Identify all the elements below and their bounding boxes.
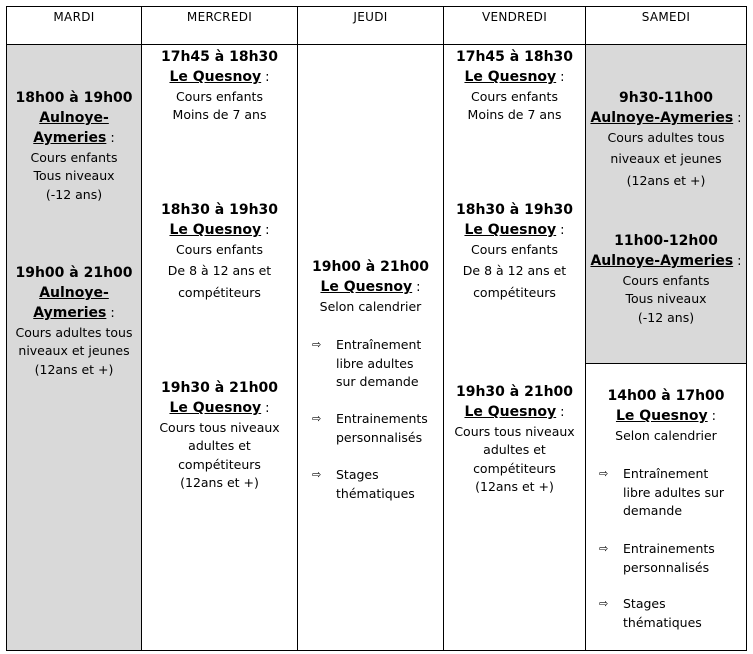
session-line: Selon calendrier (615, 427, 717, 443)
session-line: Cours tous niveaux (159, 419, 280, 435)
session-place: Le Quesnoy (464, 404, 557, 420)
session-place: Le Quesnoy (169, 69, 262, 85)
session-line: De 8 à 12 ans et (462, 263, 567, 278)
samedi-session-2: 11h00-12h00 Aulnoye-Aymeries : Cours enfants Tous niveaux (-12 ans) (586, 231, 746, 327)
session-line: Tous niveaux (625, 291, 707, 306)
arrow-bullet-icon: ⇨ (599, 597, 609, 610)
session-line: Cours enfants (471, 88, 558, 104)
session-line: compétiteurs (178, 456, 261, 472)
session-time: 19h00 à 21h00 (311, 259, 430, 275)
vendredi-session-3: 19h30 à 21h00 Le Quesnoy : Cours tous niveaux adultes et compétiteurs (12ans et +) (444, 382, 585, 497)
session-time: 14h00 à 17h00 (607, 388, 725, 404)
session-line: compétiteurs (178, 284, 261, 300)
arrow-bullet-icon: ⇨ (599, 542, 609, 555)
session-time: 19h30 à 21h00 (160, 380, 279, 396)
session-line: compétiteurs (473, 284, 556, 300)
session-time: 19h00 à 21h00 (15, 265, 133, 281)
session-line: Moins de 7 ans (172, 107, 267, 122)
header-jeudi: JEUDI (353, 10, 388, 24)
header-bottom-border (6, 44, 747, 45)
mercredi-session-2: 18h30 à 19h30 Le Quesnoy : Cours enfants De 8 à 12 ans et compétiteurs (142, 200, 297, 302)
session-line: De 8 à 12 ans et (167, 263, 272, 278)
session-line: Cours enfants (176, 241, 263, 257)
session-line: (12ans et +) (475, 479, 554, 494)
session-place: Aulnoye- (39, 285, 109, 301)
session-place: Aymeries (33, 130, 107, 146)
session-place: Aymeries (33, 305, 107, 321)
table-bottom-border (6, 650, 747, 651)
mercredi-session-1: 17h45 à 18h30 Le Quesnoy : Cours enfants Moins de 7 ans (142, 47, 297, 125)
jeudi-session-1: 19h00 à 21h00 Le Quesnoy : Selon calendrier (298, 257, 443, 316)
session-line: compétiteurs (473, 460, 556, 476)
arrow-bullet-icon: ⇨ (599, 467, 609, 480)
session-line: Tous niveaux (33, 168, 115, 183)
samedi-session-1: 9h30-11h00 Aulnoye-Aymeries : Cours adultes tous niveaux et jeunes (12ans et +) (586, 88, 746, 190)
session-time: 19h30 à 21h00 (455, 384, 574, 400)
session-line: Cours tous niveaux (454, 423, 575, 439)
session-line: (12ans et +) (180, 475, 259, 490)
samedi-session-3: 14h00 à 17h00 Le Quesnoy : Selon calendrier (586, 386, 746, 445)
samedi-divider (586, 363, 747, 364)
session-place: Aulnoye-Aymeries (590, 110, 734, 126)
schedule-table: MARDI MERCREDI JEUDI VENDREDI SAMEDI 18h00 à 19h00 Aulnoye- Aymeries : Cours enfants Tous niveaux (-12 ans) 19h00 à 21h00 Aulnoye- Aymeries : Cours adultes tous niveaux et jeunes (12ans et +) 17h45 à 18h30 Le Quesnoy : Cours enfants Moins de 7 ans 18h30 à 19h30 Le Quesnoy : Cours enfants De 8 à 12 ans et compétiteurs 19h30 à 21h00 Le Quesnoy : Cours tous niveaux adultes et compétiteurs (12ans et +) 19h00 à 21h00 Le Quesnoy : Selon calendrier ⇨ Entraînement libre adultes sur demande ⇨ Entrainements personnalisés ⇨ Stages thématiques 17h45 à 18h30 Le Quesnoy : Cours enfants Moins de 7 ans 18h30 à 19h30 Le Quesnoy : Cours enfants De 8 à 12 ans et compétiteurs 19h30 à 21h00 Le Quesnoy : Cours tous niveaux adultes et compétiteurs (12ans et +) 9h30-11h00 Aulnoye-Aymeries : Cours adultes tous niveaux et jeunes (12ans et +) 11h00-12h00 Aulnoye-Aymeries : Cours enfants Tous niveaux (-12 ans) 14h00 à 17h00 Le Quesnoy : Selon calendrier ⇨ Entraînement libre adultes sur demande ⇨ Entrainements personnalisés ⇨ Stages thématiques (0, 0, 753, 654)
mardi-session-1: 18h00 à 19h00 Aulnoye- Aymeries : Cours enfants Tous niveaux (-12 ans) (7, 88, 141, 204)
session-line: (-12 ans) (637, 309, 695, 325)
session-place: Le Quesnoy (464, 222, 557, 238)
header-samedi: SAMEDI (641, 10, 691, 24)
session-place: Aulnoye-Aymeries (590, 253, 734, 269)
session-place: Le Quesnoy (464, 69, 557, 85)
session-line: Moins de 7 ans (467, 107, 562, 122)
session-line: niveaux et jeunes (610, 151, 722, 166)
session-line: (12ans et +) (626, 172, 706, 188)
session-time: 17h45 à 18h30 (455, 49, 574, 65)
session-line: niveaux et jeunes (18, 343, 130, 358)
session-line: Cours enfants (176, 88, 263, 104)
session-line: adultes et (188, 438, 251, 453)
session-line: Selon calendrier (319, 298, 422, 314)
col-border-5 (746, 6, 747, 651)
session-time: 18h30 à 19h30 (160, 202, 279, 218)
session-line: Cours adultes tous (15, 324, 133, 340)
header-mercredi: MERCREDI (186, 10, 253, 24)
session-line: adultes et (483, 442, 546, 457)
header-mardi: MARDI (53, 10, 95, 24)
session-line: (-12 ans) (45, 186, 103, 202)
vendredi-session-2: 18h30 à 19h30 Le Quesnoy : Cours enfants De 8 à 12 ans et compétiteurs (444, 200, 585, 302)
session-place: Le Quesnoy (169, 400, 262, 416)
vendredi-session-1: 17h45 à 18h30 Le Quesnoy : Cours enfants Moins de 7 ans (444, 47, 585, 125)
session-line: Cours enfants (30, 149, 118, 165)
session-time: 17h45 à 18h30 (160, 49, 279, 65)
col-border-2 (297, 6, 298, 651)
session-line: (12ans et +) (34, 361, 114, 377)
session-line: Cours enfants (471, 241, 558, 257)
session-place: Le Quesnoy (320, 279, 413, 295)
table-top-border (6, 6, 747, 7)
arrow-bullet-icon: ⇨ (312, 338, 322, 351)
session-time: 11h00-12h00 (614, 233, 718, 249)
session-place: Le Quesnoy (169, 222, 262, 238)
session-time: 18h30 à 19h30 (455, 202, 574, 218)
arrow-bullet-icon: ⇨ (312, 468, 322, 481)
mardi-session-2: 19h00 à 21h00 Aulnoye- Aymeries : Cours adultes tous niveaux et jeunes (12ans et +) (7, 263, 141, 379)
session-line: Cours adultes tous (607, 129, 725, 145)
mercredi-session-3: 19h30 à 21h00 Le Quesnoy : Cours tous niveaux adultes et compétiteurs (12ans et +) (142, 378, 297, 493)
session-line: Cours enfants (622, 272, 710, 288)
session-time: 18h00 à 19h00 (15, 90, 133, 106)
session-time: 9h30-11h00 (619, 90, 713, 106)
session-place: Aulnoye- (39, 110, 109, 126)
arrow-bullet-icon: ⇨ (312, 412, 322, 425)
session-place: Le Quesnoy (615, 408, 708, 424)
header-vendredi: VENDREDI (481, 10, 548, 24)
